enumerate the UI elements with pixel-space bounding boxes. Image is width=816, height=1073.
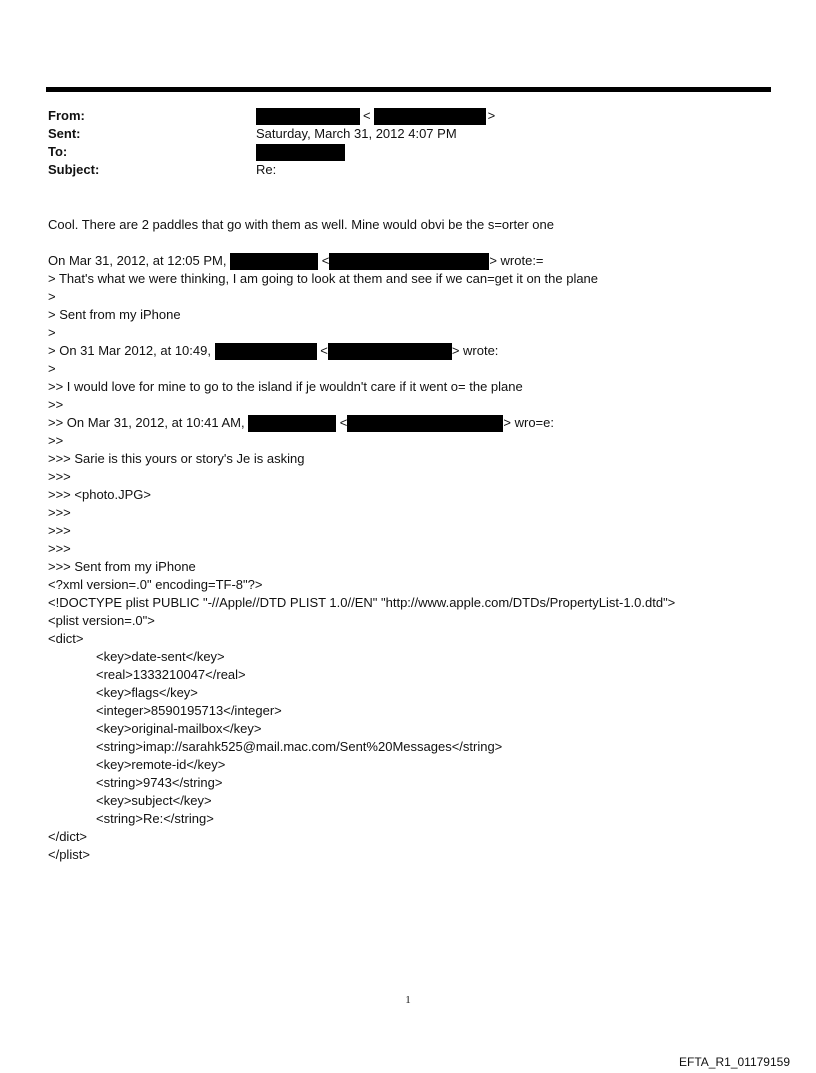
quote-header-text: >> On Mar 31, 2012, at 10:41 AM, bbox=[48, 415, 249, 430]
message-body bbox=[48, 216, 788, 864]
quote-header-3 bbox=[48, 414, 788, 432]
quote-header-wrote: > wrote:= bbox=[489, 253, 544, 268]
quote-header-wrote: > wrote: bbox=[451, 343, 499, 358]
quote-header-wrote: > wro=e: bbox=[503, 415, 554, 430]
quote-line: >> I would love for mine to go to the island if je wouldn't care if it went o= the plane bbox=[48, 379, 523, 394]
dict-close: </dict> bbox=[48, 829, 88, 844]
quote-line: > bbox=[48, 361, 56, 376]
plist-entry: <string>imap://sarahk525@mail.mac.com/Sent%20Messages</string> bbox=[96, 739, 503, 754]
header-rule bbox=[46, 87, 771, 92]
plist-close: </plist> bbox=[48, 847, 90, 862]
plist-entry: <key>original-mailbox</key> bbox=[96, 721, 262, 736]
redaction-box bbox=[256, 108, 360, 125]
quote-header-lt: < bbox=[336, 415, 348, 430]
plist-entry: <key>date-sent</key> bbox=[96, 649, 225, 664]
sent-label: Sent: bbox=[48, 126, 81, 141]
from-lt: < bbox=[363, 108, 371, 123]
plist-entry: <key>subject</key> bbox=[96, 793, 212, 808]
from-value bbox=[256, 107, 495, 125]
plist-entry: <string>Re:</string> bbox=[96, 811, 214, 826]
quote-header-lt: < bbox=[318, 253, 330, 268]
from-gt: > bbox=[487, 108, 496, 123]
subject-label: Subject: bbox=[48, 162, 100, 177]
plist-entry: <integer>8590195713</integer> bbox=[96, 703, 282, 718]
quote-line: > bbox=[48, 289, 56, 304]
plist-entry: <real>1333210047</real> bbox=[96, 667, 246, 682]
quote-header-1 bbox=[48, 252, 788, 270]
quote-header-lt: < bbox=[316, 343, 328, 358]
redaction-box bbox=[328, 343, 452, 360]
quote-header-text: > On 31 Mar 2012, at 10:49, bbox=[48, 343, 215, 358]
page-number: 1 bbox=[405, 994, 411, 1006]
quote-header-2 bbox=[48, 342, 788, 360]
from-label: From: bbox=[48, 108, 85, 123]
plist-entry: <key>remote-id</key> bbox=[96, 757, 226, 772]
plist-open: <plist version=.0"> bbox=[48, 613, 155, 628]
redaction-box bbox=[329, 253, 489, 270]
quote-header-text: On Mar 31, 2012, at 12:05 PM, bbox=[48, 253, 231, 268]
blank-line bbox=[48, 234, 788, 252]
plist-doctype: <!DOCTYPE plist PUBLIC "-//Apple//DTD PLIST 1.0//EN" "http://www.apple.com/DTDs/PropertyList-1.0.dtd"> bbox=[48, 595, 676, 610]
quote-line: > Sent from my iPhone bbox=[48, 307, 181, 322]
quote-line: >>> bbox=[48, 505, 71, 520]
quote-line: >>> bbox=[48, 469, 71, 484]
plist-entry: <string>9743</string> bbox=[96, 775, 223, 790]
plist-xml-decl: <?xml version=.0" encoding=TF-8"?> bbox=[48, 577, 263, 592]
redaction-box bbox=[374, 108, 486, 125]
redaction-box bbox=[215, 343, 317, 360]
redaction-box bbox=[230, 253, 318, 270]
quote-line: > That's what we were thinking, I am going to look at them and see if we can=get it on the plane bbox=[48, 271, 599, 286]
quote-line: >>> bbox=[48, 523, 71, 538]
sent-value: Saturday, March 31, 2012 4:07 PM bbox=[256, 126, 457, 141]
plist-entry: <key>flags</key> bbox=[96, 685, 198, 700]
quote-line: >>> Sarie is this yours or story's Je is asking bbox=[48, 451, 305, 466]
quote-line: >>> Sent from my iPhone bbox=[48, 559, 196, 574]
dict-open: <dict> bbox=[48, 631, 84, 646]
intro-line: Cool. There are 2 paddles that go with them as well. Mine would obvi be the s=orter one bbox=[48, 217, 554, 232]
redaction-box bbox=[347, 415, 503, 432]
subject-value: Re: bbox=[256, 162, 277, 177]
document-id: EFTA_R1_01179159 bbox=[679, 1055, 790, 1069]
quote-line: >> bbox=[48, 433, 64, 448]
quote-line: >>> <photo.JPG> bbox=[48, 487, 151, 502]
quote-line: >>> bbox=[48, 541, 71, 556]
quote-line: > bbox=[48, 325, 56, 340]
to-label: To: bbox=[48, 144, 68, 159]
to-value bbox=[256, 143, 345, 161]
quote-line: >> bbox=[48, 397, 64, 412]
redaction-box bbox=[248, 415, 336, 432]
redaction-box bbox=[256, 144, 345, 161]
